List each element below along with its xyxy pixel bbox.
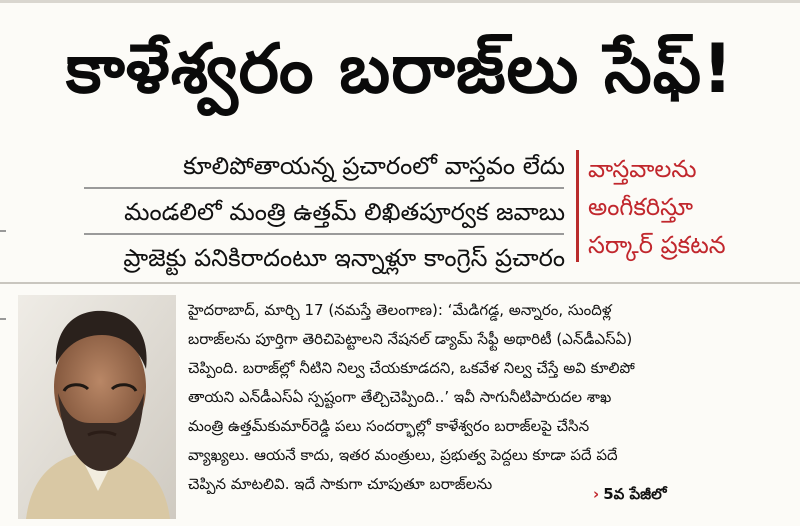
chevron-right-icon: ›	[593, 485, 600, 503]
body-line: చెప్పింది. బరాజ్‌ల్లో నీటిని నిల్వ చేయకూడదని, ఒకవేళ నిల్వ చేస్తే అవి కూలిపో	[188, 359, 635, 377]
subhead-3: ప్రాజెక్టు పనికిరాదంటూ ఇన్నాళ్లూ కాంగ్రెస్ ప్రచారం	[123, 244, 565, 272]
body-line: మంత్రి ఉత్తమ్‌కుమార్‌రెడ్డి పలు సందర్భాల్లో కాళేశ్వరం బరాజ్‌లపై చేసిన	[188, 417, 590, 435]
margin-tick	[0, 230, 6, 232]
body-line: హైదరాబాద్, మార్చి 17 (నమస్తే తెలంగాణ): ‘మేడిగడ్డ, అన్నారం, సుందిళ్ల	[188, 301, 612, 319]
side-accent-bar	[576, 150, 579, 262]
body-line: చెప్పిన మాటలివి. ఇదే సాకుగా చూపుతూ బరాజ్‌లను	[188, 475, 493, 493]
body-line: బరాజ్‌లను పూర్తిగా తెరిచిపెట్టాలని నేషనల్ డ్యామ్ సేఫ్టీ అథారిటీ (ఎన్‌డీఎస్‌ఏ)	[188, 330, 633, 348]
portrait-photo-icon	[18, 295, 176, 519]
side-line-2: అంగీకరిస్తూ	[588, 193, 693, 221]
body-line: తాయని ఎన్‌డీఎస్‌ఏ స్పష్టంగా తేల్చిచెప్పింది..’ ఇవీ సాగునీటిపారుదల శాఖ	[188, 388, 612, 406]
body-line: వ్యాఖ్యలు. ఆయనే కాదు, ఇతర మంత్రులు, ప్రభుత్వ పెద్దలు కూడా పదే పదే	[188, 446, 618, 464]
continued-on-page[interactable]	[593, 482, 667, 506]
side-line-1: వాస్తవాలను	[588, 155, 697, 183]
subhead-divider	[84, 187, 564, 189]
continued-label: 5వ పేజీలో	[603, 485, 667, 503]
subhead-2: మండలిలో మంత్రి ఉత్తమ్ లిఖితపూర్వక జవాబు	[124, 198, 565, 226]
subhead-divider	[84, 233, 564, 235]
section-divider	[0, 282, 800, 284]
top-rule	[0, 0, 800, 3]
subhead-1: కూలిపోతాయన్న ప్రచారంలో వాస్తవం లేదు	[183, 152, 565, 180]
portrait-illustration	[18, 295, 176, 519]
side-line-3: సర్కార్ ప్రకటన	[588, 231, 726, 259]
headline: కాళేశ్వరం బరాజ్‌లు సేఫ్!	[65, 30, 735, 109]
margin-tick	[0, 318, 6, 320]
